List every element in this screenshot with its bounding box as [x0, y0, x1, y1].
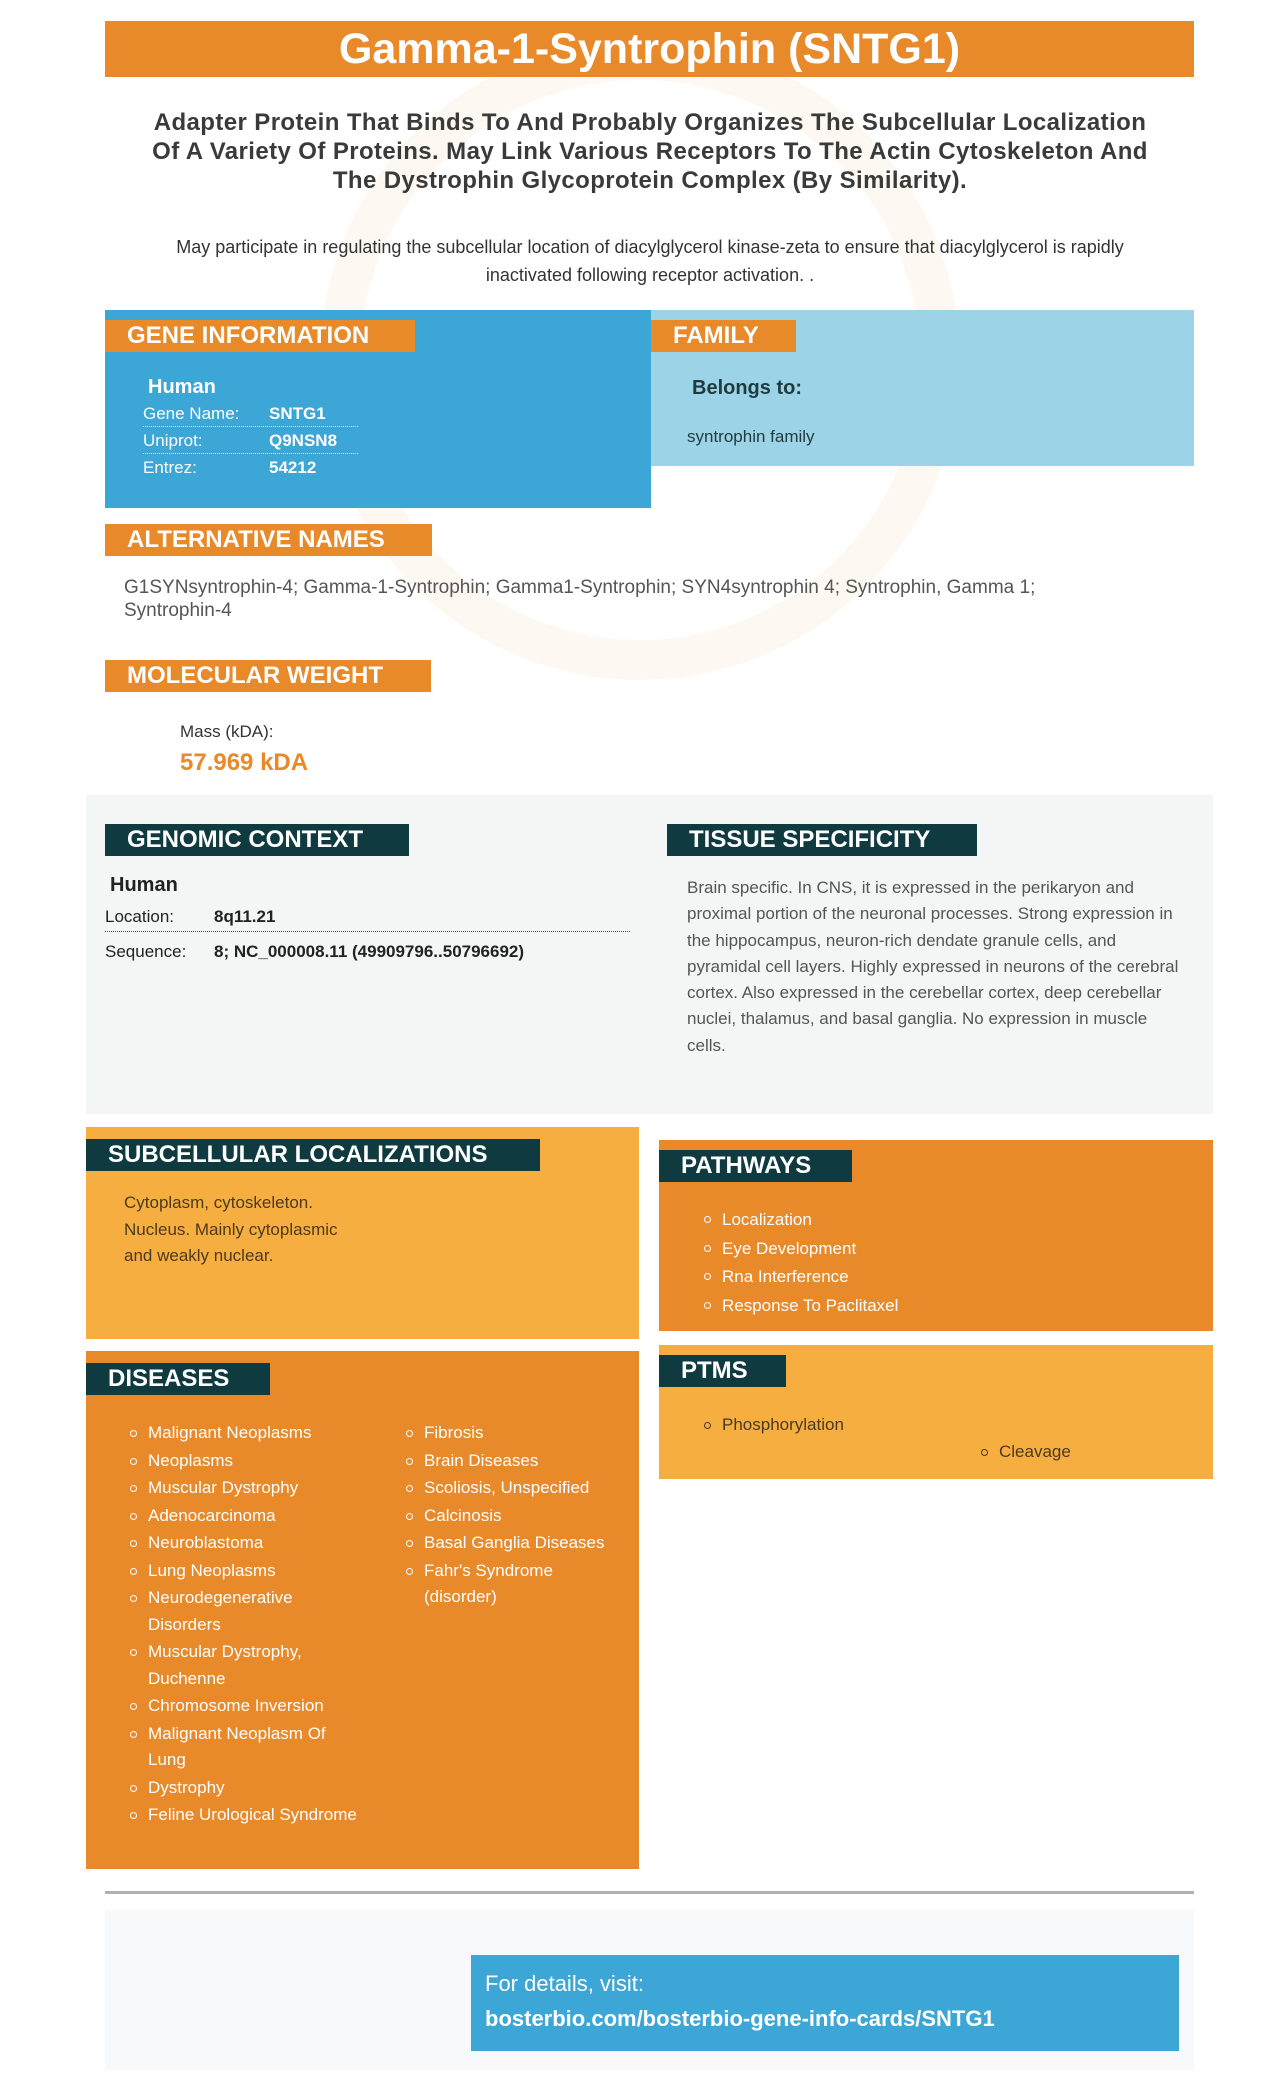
diseases-label: DISEASES — [86, 1363, 270, 1395]
gene-row-name — [143, 400, 358, 427]
pathway-item — [700, 1235, 1100, 1263]
disease-item-label: Fibrosis — [424, 1423, 484, 1442]
bullet-icon — [130, 1430, 137, 1437]
pathways-list — [700, 1206, 1100, 1320]
pathway-item-label: Localization — [722, 1210, 812, 1229]
genomic-location-value: 8q11.21 — [214, 907, 276, 926]
mass-label: Mass (kDA): — [180, 722, 274, 741]
footer-divider — [105, 1891, 1194, 1894]
disease-item — [126, 1530, 361, 1557]
disease-item — [402, 1475, 627, 1502]
disease-item — [126, 1420, 361, 1447]
ptm-item-label: Phosphorylation — [722, 1415, 844, 1434]
disease-item — [126, 1775, 361, 1802]
bullet-icon — [130, 1485, 137, 1492]
disease-item — [126, 1721, 361, 1774]
disease-item — [126, 1503, 361, 1530]
family-value: syntrophin family — [687, 427, 815, 446]
disease-item — [126, 1558, 361, 1585]
family-label: FAMILY — [651, 320, 796, 352]
footer-details-link[interactable]: bosterbio.com/bosterbio-gene-info-cards/SNTG1 — [485, 2006, 995, 2031]
disease-item-label: Malignant Neoplasms — [148, 1423, 312, 1442]
bullet-icon — [130, 1812, 137, 1819]
ptm-item — [977, 1439, 1288, 1465]
bullet-icon — [130, 1703, 137, 1710]
gene-row-key: Entrez: — [143, 458, 197, 477]
subcellular-label: SUBCELLULAR LOCALIZATIONS — [86, 1139, 540, 1171]
bullet-icon — [130, 1595, 137, 1602]
bullet-icon — [406, 1540, 413, 1547]
ptm-item — [700, 1412, 1288, 1438]
ptm-item-label: Cleavage — [999, 1442, 1071, 1461]
disease-item-label: Feline Urological Syndrome — [148, 1805, 357, 1824]
bullet-icon — [130, 1458, 137, 1465]
pathway-item — [700, 1206, 1100, 1234]
disease-item-label: Brain Diseases — [424, 1450, 539, 1470]
subcellular-text: Cytoplasm, cytoskeleton. Nucleus. Mainly cytoplasmic and weakly nuclear. — [124, 1193, 338, 1265]
footer-details-text: For details, visit: — [485, 1971, 644, 1996]
genomic-sequence-key: Sequence: — [105, 942, 187, 961]
bullet-icon — [406, 1430, 413, 1437]
molecular-weight-label: MOLECULAR WEIGHT — [105, 660, 431, 692]
diseases-list-col1 — [126, 1420, 361, 1830]
gene-row-key: Gene Name: — [143, 404, 240, 423]
genomic-context-label: GENOMIC CONTEXT — [105, 824, 409, 856]
genomic-sequence-value: 8; NC_000008.11 (49909796..50796692) — [214, 942, 525, 961]
bullet-icon — [704, 1422, 711, 1429]
disease-item — [126, 1639, 361, 1692]
gene-row-value: Q9NSN8 — [269, 431, 338, 450]
disease-item — [126, 1585, 361, 1638]
disease-item-label: Lung Neoplasms — [148, 1560, 276, 1580]
genomic-location-key: Location: — [105, 907, 174, 926]
disease-item-label: Muscular Dystrophy — [148, 1478, 299, 1497]
ptms-label: PTMS — [659, 1355, 786, 1387]
bullet-icon — [704, 1216, 711, 1223]
diseases-list-col2 — [402, 1420, 627, 1612]
footer-details-box — [471, 1955, 1179, 2051]
bullet-icon — [406, 1485, 413, 1492]
genomic-species: Human — [110, 874, 178, 896]
disease-item-label: Calcinosis — [424, 1505, 502, 1525]
disease-item — [402, 1558, 627, 1611]
disease-item — [126, 1475, 361, 1502]
bullet-icon — [406, 1568, 413, 1575]
disease-item — [402, 1448, 627, 1475]
bullet-icon — [130, 1731, 137, 1738]
disease-item-label: Neurodegenerative Disorders — [148, 1588, 293, 1634]
gene-row-key: Uniprot: — [143, 431, 203, 450]
bullet-icon — [130, 1540, 137, 1547]
disease-item — [126, 1802, 361, 1829]
alternative-names-text: G1SYNsyntrophin-4; Gamma-1-Syntrophin; Gamma1-Syntrophin; SYN4syntrophin 4; Syntrophin, Gamma 1; Syntrophin-4 — [124, 577, 1036, 621]
page-title: Gamma-1-Syntrophin (SNTG1) — [105, 21, 1194, 77]
pathways-label: PATHWAYS — [659, 1150, 852, 1182]
pathway-item-label: Rna Interference — [722, 1267, 849, 1286]
disease-item-label: Neuroblastoma — [148, 1533, 264, 1552]
disease-item — [126, 1448, 361, 1475]
disease-item-label: Basal Ganglia Diseases — [424, 1533, 605, 1552]
bullet-icon — [406, 1458, 413, 1465]
bullet-icon — [704, 1245, 711, 1252]
mass-value: 57.969 kDA — [180, 749, 309, 776]
disease-item-label: Dystrophy — [148, 1777, 225, 1797]
disease-item — [402, 1420, 627, 1447]
disease-item-label: Chromosome Inversion — [148, 1696, 324, 1715]
tissue-specificity-text: Brain specific. In CNS, it is expressed in the perikaryon and proximal portion of the neuronal processes. Strong expression in the hippocampus, neuron-rich dendate granule cells, and pyramidal cell layers. Highly expressed in neurons of the cerebral cortex. Also expressed in the cerebellar cortex, deep cerebellar nuclei, thalamus, and basal ganglia. No expression in muscle cells. — [687, 878, 1179, 1055]
bullet-icon — [130, 1649, 137, 1656]
gene-row-value: SNTG1 — [269, 404, 326, 423]
bullet-icon — [981, 1449, 988, 1456]
disease-item-label: Adenocarcinoma — [148, 1505, 276, 1525]
gene-species: Human — [148, 376, 216, 398]
disease-item — [126, 1693, 361, 1720]
bullet-icon — [130, 1785, 137, 1792]
bullet-icon — [406, 1513, 413, 1520]
protein-function-heading: Adapter Protein That Binds To And Probably Organizes The Subcellular Localization Of A Variety Of Proteins. May Link Various Receptors To The Actin Cytoskeleton And The Dystrophin Glycoprotein Complex (By Similarity). — [152, 109, 1148, 194]
family-belongs-to: Belongs to: — [692, 377, 802, 399]
disease-item — [402, 1530, 627, 1557]
alternative-names-label: ALTERNATIVE NAMES — [105, 524, 432, 556]
protein-description: May participate in regulating the subcellular location of diacylglycerol kinase-zeta to ensure that diacylglycerol is rapidly inactivated following receptor activation. . — [176, 237, 1124, 285]
genomic-sequence-row — [105, 937, 630, 967]
disease-item — [402, 1503, 627, 1530]
bullet-icon — [704, 1273, 711, 1280]
disease-item-label: Neoplasms — [148, 1450, 234, 1470]
gene-information-label: GENE INFORMATION — [105, 320, 415, 352]
bullet-icon — [130, 1513, 137, 1520]
pathway-item-label: Eye Development — [722, 1238, 857, 1258]
tissue-specificity-label: TISSUE SPECIFICITY — [667, 824, 977, 856]
gene-row-uniprot — [143, 427, 358, 454]
bullet-icon — [130, 1568, 137, 1575]
gene-row-value: 54212 — [269, 458, 317, 477]
pathway-item — [700, 1263, 1100, 1291]
disease-item-label: Muscular Dystrophy, Duchenne — [148, 1642, 302, 1688]
bullet-icon — [704, 1302, 711, 1309]
disease-item-label: Fahr's Syndrome (disorder) — [424, 1560, 553, 1606]
pathway-item-label: Response To Paclitaxel — [722, 1295, 899, 1315]
gene-row-entrez — [143, 454, 358, 481]
genomic-location-row — [105, 902, 630, 932]
disease-item-label: Malignant Neoplasm Of Lung — [148, 1723, 326, 1769]
pathway-item — [700, 1292, 1100, 1320]
disease-item-label: Scoliosis, Unspecified — [424, 1478, 590, 1497]
